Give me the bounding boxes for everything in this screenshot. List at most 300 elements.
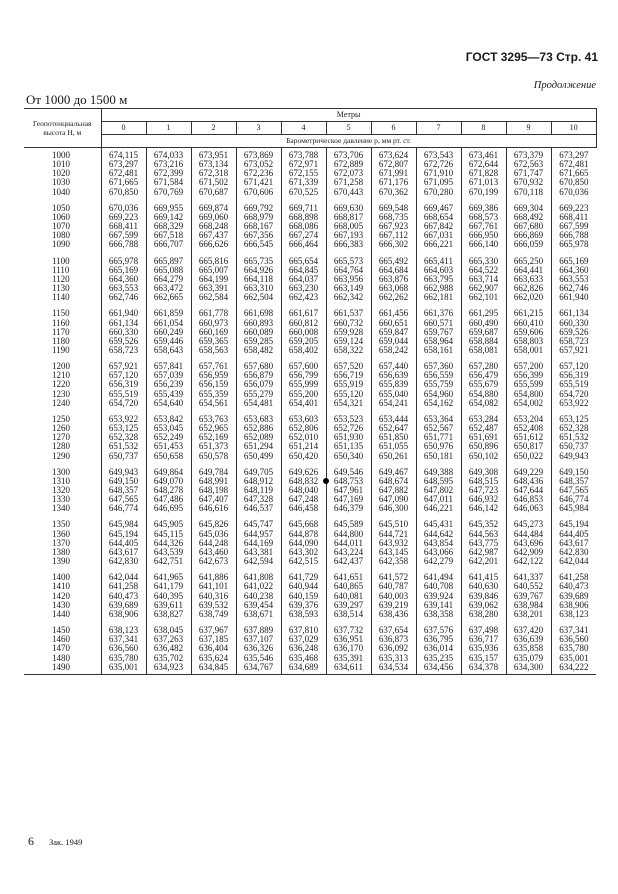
pressure-value: 656,799	[288, 370, 319, 381]
pressure-value: 657,200	[513, 361, 544, 372]
pressure-value: 646,774	[108, 503, 139, 514]
pressure-value: 656,479	[468, 370, 499, 381]
pressure-value: 637,576	[423, 625, 454, 636]
pressure-value: 636,560	[559, 634, 589, 645]
pressure-value: 666,302	[378, 239, 409, 250]
pressure-value: 672,889	[333, 159, 364, 170]
height-value: 1300	[52, 466, 70, 477]
pressure-value: 665,735	[243, 255, 274, 266]
pressure-cell	[236, 513, 281, 566]
pressure-cell	[101, 461, 146, 514]
pressure-value: 673,951	[198, 150, 229, 160]
pressure-value: 650,578	[198, 450, 229, 461]
pressure-value: 663,149	[333, 283, 364, 294]
pressure-cell	[371, 408, 416, 461]
height-cell	[24, 302, 101, 355]
pressure-value: 656,079	[243, 379, 274, 390]
pressure-cell	[416, 461, 461, 514]
pressure-value: 638,749	[198, 608, 229, 619]
pressure-cell	[281, 408, 326, 461]
pressure-value: 657,600	[288, 361, 319, 372]
pressure-cell	[281, 302, 326, 355]
pressure-cell	[281, 148, 326, 197]
pressure-value: 654,880	[468, 388, 499, 399]
pressure-value: 639,141	[423, 599, 454, 610]
pressure-value: 655,519	[559, 379, 589, 390]
pressure-value: 659,928	[333, 326, 364, 337]
pressure-value: 665,411	[424, 255, 453, 266]
pressure-value: 658,723	[559, 335, 589, 346]
table-row-group	[24, 461, 596, 514]
pressure-cell	[551, 619, 596, 674]
pressure-value: 668,411	[559, 211, 589, 222]
pressure-value: 674,115	[109, 150, 138, 160]
pressure-value: 645,510	[378, 519, 409, 530]
pressure-value: 644,957	[243, 528, 274, 539]
table-row-group	[24, 619, 596, 674]
pressure-value: 661,376	[423, 308, 454, 319]
pressure-value: 638,906	[559, 599, 589, 610]
pressure-cell	[281, 619, 326, 674]
height-value: 1180	[52, 335, 70, 346]
pressure-value: 638,906	[108, 608, 139, 619]
pressure-value: 650,896	[468, 441, 499, 452]
pressure-value: 663,310	[243, 283, 274, 294]
pressure-value: 634,534	[378, 661, 409, 672]
height-value: 1420	[52, 590, 70, 601]
pressure-value: 654,960	[423, 388, 454, 399]
pressure-value: 639,532	[198, 599, 229, 610]
pressure-value: 639,062	[468, 599, 499, 610]
pressure-value: 667,356	[243, 230, 274, 241]
pressure-value: 662,907	[468, 283, 499, 294]
pressure-value: 650,022	[513, 450, 544, 461]
pressure-value: 649,943	[108, 466, 139, 477]
pressure-value: 654,002	[513, 397, 544, 408]
pressure-value: 652,965	[198, 423, 229, 434]
pressure-value: 651,612	[513, 432, 544, 443]
pressure-value: 653,922	[108, 413, 139, 424]
pressure-value: 647,248	[288, 494, 319, 505]
pressure-value: 668,086	[288, 221, 319, 232]
pressure-value: 657,761	[198, 361, 229, 372]
pressure-value: 644,563	[468, 528, 499, 539]
pressure-value: 671,176	[378, 177, 409, 188]
pressure-value: 652,328	[108, 432, 139, 443]
pressure-value: 660,571	[423, 317, 454, 328]
pressure-value: 651,532	[108, 441, 139, 452]
pressure-value: 667,193	[333, 230, 364, 241]
pressure-value: 660,249	[153, 326, 184, 337]
pressure-cell	[236, 566, 281, 619]
pressure-value: 654,800	[513, 388, 544, 399]
pressure-value: 639,767	[513, 590, 544, 601]
pressure-value: 640,238	[243, 590, 274, 601]
pressure-value: 643,617	[559, 537, 589, 548]
pressure-value: 645,826	[198, 519, 229, 530]
pressure-value: 673,379	[513, 150, 544, 160]
pressure-value: 636,482	[153, 643, 184, 654]
pressure-value: 649,626	[288, 466, 319, 477]
pressure-value: 664,603	[423, 264, 454, 275]
range-title: От 1000 до 1500 м	[26, 92, 128, 107]
pressure-value: 640,552	[513, 581, 544, 592]
pressure-value: 666,950	[468, 230, 499, 241]
pressure-value: 670,850	[108, 186, 139, 197]
pressure-value: 654,082	[468, 397, 499, 408]
height-column-header: Геопотенциальная высота H, м	[24, 109, 101, 148]
pressure-value: 647,961	[333, 485, 364, 495]
pressure-value: 659,205	[288, 335, 319, 346]
pressure-value: 648,357	[108, 485, 139, 495]
pressure-value: 653,922	[559, 397, 589, 408]
pressure-value: 658,242	[378, 344, 409, 355]
pressure-value: 661,456	[378, 308, 409, 319]
pressure-value: 670,036	[108, 202, 139, 213]
pressure-cell	[461, 619, 506, 674]
pressure-value: 644,878	[288, 528, 319, 539]
pressure-value: 664,926	[243, 264, 274, 275]
pressure-value: 665,169	[108, 264, 139, 275]
pressure-value: 661,940	[559, 292, 589, 303]
pressure-value: 634,378	[468, 661, 499, 672]
pressure-value: 646,221	[423, 503, 454, 514]
pressure-value: 671,991	[378, 168, 409, 179]
pressure-cell	[371, 619, 416, 674]
table-row-group	[24, 148, 596, 197]
pressure-value: 673,297	[108, 159, 139, 170]
pressure-value: 666,383	[333, 239, 364, 250]
pressure-value: 662,423	[288, 292, 319, 303]
pressure-value: 657,039	[153, 370, 184, 381]
height-cell	[24, 355, 101, 408]
pressure-value: 656,159	[198, 379, 229, 390]
pressure-value: 637,732	[333, 625, 364, 636]
pressure-value: 634,845	[198, 661, 229, 672]
pressure-value: 635,313	[378, 652, 409, 663]
pressure-cell	[371, 355, 416, 408]
pressure-value: 638,280	[468, 608, 499, 619]
pressure-value: 659,606	[513, 326, 544, 337]
height-value: 1070	[52, 221, 70, 232]
pressure-cell	[281, 461, 326, 514]
pressure-cell	[191, 197, 236, 250]
pressure-value: 634,222	[559, 661, 589, 672]
pressure-value: 672,318	[198, 168, 229, 179]
pressure-value: 640,003	[378, 590, 409, 601]
pressure-cell	[506, 355, 551, 408]
height-value: 1450	[52, 625, 70, 636]
pressure-cell	[371, 566, 416, 619]
pressure-cell	[551, 250, 596, 303]
pressure-value: 659,446	[153, 335, 184, 346]
pressure-cell	[191, 302, 236, 355]
pressure-value: 671,910	[423, 168, 454, 179]
pressure-value: 640,395	[153, 590, 184, 601]
pressure-value: 637,185	[198, 634, 229, 645]
height-value: 1330	[52, 494, 70, 505]
pressure-value: 636,248	[288, 643, 319, 654]
height-cell	[24, 408, 101, 461]
height-value: 1470	[52, 643, 70, 654]
order-number: Зак. 1949	[49, 837, 83, 847]
pressure-value: 635,780	[559, 643, 589, 654]
height-value: 1140	[52, 292, 70, 303]
pressure-value: 645,194	[108, 528, 139, 539]
pressure-value: 643,617	[108, 546, 139, 557]
pressure-cell	[101, 513, 146, 566]
pressure-value: 648,991	[198, 475, 229, 486]
height-value: 1390	[52, 556, 70, 567]
pressure-value: 649,150	[559, 466, 589, 477]
pressure-value: 659,526	[559, 326, 589, 337]
pressure-value: 668,167	[243, 221, 274, 232]
pressure-value: 668,898	[288, 211, 319, 222]
pressure-value: 650,261	[378, 450, 409, 461]
pressure-value: 655,759	[423, 379, 454, 390]
pressure-value: 660,651	[378, 317, 409, 328]
pressure-value: 651,294	[243, 441, 274, 452]
pressure-value: 666,059	[513, 239, 544, 250]
pressure-value: 644,484	[513, 528, 544, 539]
pressure-value: 661,537	[333, 308, 364, 319]
pressure-value: 645,747	[243, 519, 274, 530]
pressure-value: 655,679	[468, 379, 499, 390]
pressure-value: 651,691	[468, 432, 499, 443]
pressure-value: 660,169	[198, 326, 229, 337]
pressure-value: 658,001	[513, 344, 544, 355]
pressure-value: 663,230	[288, 283, 319, 294]
pressure-cell	[281, 197, 326, 250]
height-value: 1020	[52, 168, 70, 179]
pressure-value: 643,224	[333, 546, 364, 557]
pressure-value: 659,526	[108, 335, 139, 346]
pressure-value: 635,235	[423, 652, 454, 663]
pressure-value: 663,714	[468, 273, 499, 284]
pressure-value: 638,671	[243, 608, 274, 619]
column-header: 5	[326, 122, 371, 135]
column-header: 1	[146, 122, 191, 135]
pressure-cell	[416, 619, 461, 674]
pressure-value: 639,297	[333, 599, 364, 610]
pressure-value: 662,665	[153, 292, 184, 303]
height-value: 1050	[52, 202, 70, 213]
pressure-value: 665,654	[288, 255, 319, 266]
table-subtitle: Барометрическое давление p, мм рт. ст.	[101, 135, 596, 148]
pressure-cell	[326, 355, 371, 408]
pressure-cell	[506, 250, 551, 303]
meters-group-header: Метры	[101, 109, 596, 122]
pressure-value: 673,543	[423, 150, 454, 160]
pressure-value: 642,122	[513, 556, 544, 567]
pressure-value: 660,732	[333, 317, 364, 328]
pressure-value: 635,468	[288, 652, 319, 663]
pressure-value: 666,707	[153, 239, 184, 250]
pressure-value: 639,689	[108, 599, 139, 610]
pressure-value: 668,492	[513, 211, 544, 222]
pressure-value: 641,808	[243, 572, 274, 583]
pressure-value: 648,595	[423, 475, 454, 486]
pressure-value: 644,169	[243, 537, 274, 548]
pressure-value: 667,599	[108, 230, 139, 241]
pressure-value: 657,280	[468, 361, 499, 372]
pressure-value: 657,120	[559, 361, 589, 372]
pressure-cell	[416, 250, 461, 303]
pressure-value: 653,045	[153, 423, 184, 434]
pressure-value: 643,145	[378, 546, 409, 557]
column-header: 4	[281, 122, 326, 135]
pressure-value: 648,436	[513, 475, 544, 486]
column-header: 3	[236, 122, 281, 135]
pressure-value: 666,221	[423, 239, 454, 250]
pressure-value: 642,437	[333, 556, 364, 567]
pressure-value: 661,617	[288, 308, 319, 319]
height-value: 1280	[52, 441, 70, 452]
pressure-value: 645,984	[108, 519, 139, 530]
pressure-value: 663,633	[513, 273, 544, 284]
pressure-value: 661,859	[153, 308, 184, 319]
pressure-value: 649,308	[468, 466, 499, 477]
pressure-value: 671,747	[513, 168, 544, 179]
pressure-value: 665,816	[198, 255, 229, 266]
table-row-group	[24, 302, 596, 355]
pressure-value: 647,090	[378, 494, 409, 505]
pressure-value: 670,525	[288, 186, 319, 197]
pressure-value: 664,441	[513, 264, 544, 275]
pressure-value: 638,514	[333, 608, 364, 619]
pressure-value: 640,630	[468, 581, 499, 592]
pressure-value: 655,839	[378, 379, 409, 390]
pressure-value: 657,360	[423, 361, 454, 372]
pressure-value: 641,494	[423, 572, 454, 583]
pressure-value: 660,973	[198, 317, 229, 328]
pressure-value: 667,274	[288, 230, 319, 241]
height-cell	[24, 250, 101, 303]
pressure-value: 645,036	[198, 528, 229, 539]
pressure-value: 646,695	[153, 503, 184, 514]
pressure-value: 670,280	[423, 186, 454, 197]
pressure-value: 644,721	[378, 528, 409, 539]
pressure-cell	[236, 197, 281, 250]
pressure-value: 662,504	[243, 292, 274, 303]
pressure-value: 659,285	[243, 335, 274, 346]
pressure-cell	[506, 408, 551, 461]
pressure-value: 642,830	[108, 556, 139, 567]
pressure-table	[24, 108, 597, 675]
pressure-value: 641,572	[378, 572, 409, 583]
pressure-value: 634,300	[513, 661, 544, 672]
pressure-value: 659,365	[198, 335, 229, 346]
pressure-value: 654,241	[378, 397, 409, 408]
pressure-value: 673,216	[153, 159, 184, 170]
pressure-value: 658,723	[108, 344, 139, 355]
pressure-value: 646,458	[288, 503, 319, 514]
pressure-value: 652,886	[243, 423, 274, 434]
pressure-value: 635,001	[108, 661, 139, 672]
pressure-value: 636,717	[468, 634, 499, 645]
pressure-value: 654,561	[198, 397, 229, 408]
pressure-value: 672,073	[333, 168, 364, 179]
pressure-value: 664,199	[198, 273, 229, 284]
height-cell	[24, 461, 101, 514]
pressure-cell	[236, 461, 281, 514]
pressure-value: 656,959	[198, 370, 229, 381]
pressure-value: 642,751	[153, 556, 184, 567]
pressure-value: 643,066	[423, 546, 454, 557]
pressure-value: 649,943	[559, 450, 589, 461]
pressure-value: 649,388	[423, 466, 454, 477]
pressure-value: 669,223	[559, 202, 589, 213]
pressure-value: 664,684	[378, 264, 409, 275]
pressure-cell	[326, 461, 371, 514]
pressure-cell	[371, 250, 416, 303]
height-cell	[24, 619, 101, 674]
pressure-value: 648,119	[244, 485, 273, 495]
pressure-value: 658,803	[513, 335, 544, 346]
pressure-value: 641,258	[108, 581, 139, 592]
pressure-value: 650,658	[153, 450, 184, 461]
pressure-value: 636,951	[333, 634, 364, 645]
pressure-value: 664,764	[333, 264, 364, 275]
pressure-cell	[416, 408, 461, 461]
pressure-value: 648,832	[288, 475, 319, 486]
pressure-value: 645,352	[468, 519, 499, 530]
pressure-value: 654,321	[333, 397, 364, 408]
pressure-cell	[191, 250, 236, 303]
table-row-group	[24, 513, 596, 566]
height-value: 1350	[52, 519, 70, 530]
pressure-cell	[326, 148, 371, 197]
pressure-value: 651,930	[333, 432, 364, 443]
pressure-value: 661,778	[198, 308, 229, 319]
pressure-cell	[101, 619, 146, 674]
pressure-value: 657,440	[378, 361, 409, 372]
pressure-value: 668,248	[198, 221, 229, 232]
pressure-value: 669,874	[198, 202, 229, 213]
table-body	[24, 148, 596, 675]
pressure-value: 650,181	[423, 450, 454, 461]
pressure-value: 634,456	[423, 661, 454, 672]
pressure-value: 644,090	[288, 537, 319, 548]
column-header-row	[24, 122, 596, 135]
pressure-value: 653,284	[468, 413, 499, 424]
pressure-value: 652,328	[559, 423, 589, 434]
pressure-value: 665,330	[468, 255, 499, 266]
pressure-cell	[236, 619, 281, 674]
pressure-cell	[191, 513, 236, 566]
pressure-value: 653,125	[559, 413, 589, 424]
pressure-value: 662,262	[378, 292, 409, 303]
pressure-value: 652,408	[513, 423, 544, 434]
pressure-value: 645,194	[559, 519, 589, 530]
pressure-value: 662,746	[559, 283, 589, 294]
pressure-value: 641,965	[153, 572, 184, 583]
pressure-value: 636,795	[423, 634, 454, 645]
pressure-value: 638,593	[288, 608, 319, 619]
pressure-value: 636,092	[378, 643, 409, 654]
page-number: 6	[28, 834, 34, 848]
pressure-value: 642,044	[559, 556, 589, 567]
pressure-value: 648,753	[333, 475, 364, 486]
pressure-value: 653,204	[513, 413, 544, 424]
pressure-value: 648,357	[559, 475, 589, 486]
pressure-value: 665,088	[153, 264, 184, 275]
pressure-value: 666,788	[108, 239, 139, 250]
pressure-value: 663,876	[378, 273, 409, 284]
pressure-cell	[506, 513, 551, 566]
pressure-value: 638,358	[423, 608, 454, 619]
pressure-value: 671,828	[468, 168, 499, 179]
